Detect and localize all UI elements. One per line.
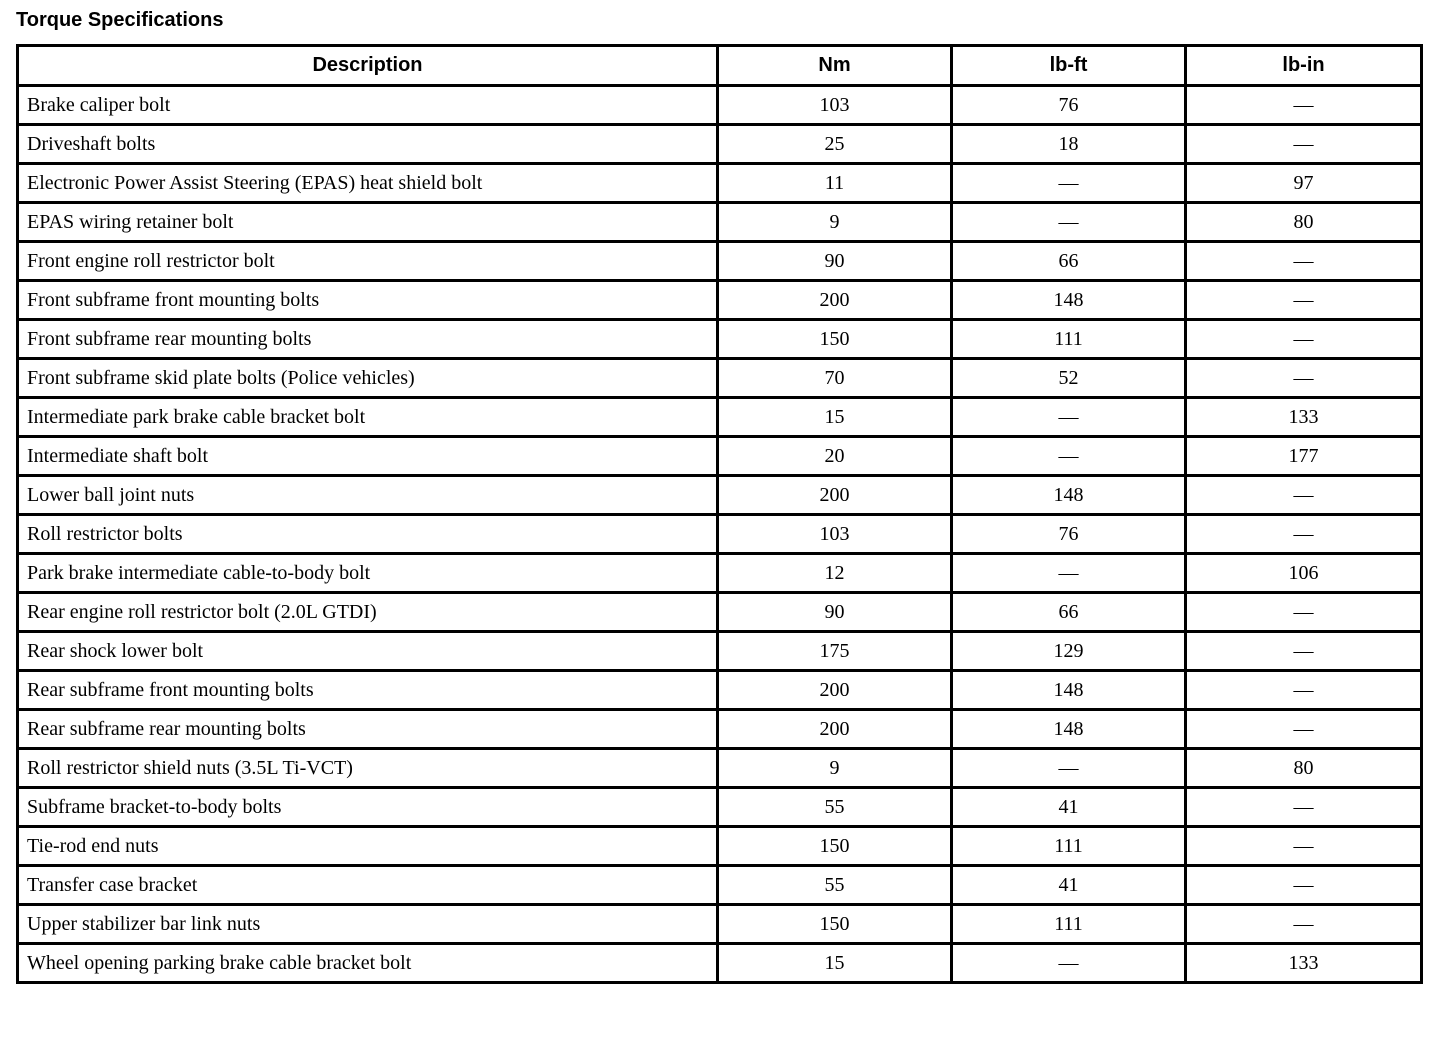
table-row xyxy=(18,632,1422,671)
cell-lb-ft: 111 xyxy=(952,320,1186,359)
cell-description: Front subframe rear mounting bolts xyxy=(18,320,718,359)
cell-description: Driveshaft bolts xyxy=(18,125,718,164)
cell-lb-in: — xyxy=(1186,905,1422,944)
cell-lb-ft: 129 xyxy=(952,632,1186,671)
cell-description: Lower ball joint nuts xyxy=(18,476,718,515)
cell-lb-in: — xyxy=(1186,632,1422,671)
cell-lb-ft: 76 xyxy=(952,515,1186,554)
cell-description: Brake caliper bolt xyxy=(18,86,718,125)
cell-lb-in: 133 xyxy=(1186,398,1422,437)
cell-nm: 103 xyxy=(718,515,952,554)
cell-lb-ft: — xyxy=(952,164,1186,203)
table-row xyxy=(18,944,1422,983)
cell-nm: 200 xyxy=(718,671,952,710)
table-row xyxy=(18,281,1422,320)
cell-description: Rear subframe front mounting bolts xyxy=(18,671,718,710)
table-row xyxy=(18,359,1422,398)
cell-description: Subframe bracket-to-body bolts xyxy=(18,788,718,827)
cell-description: Park brake intermediate cable-to-body bolt xyxy=(18,554,718,593)
cell-lb-in: — xyxy=(1186,788,1422,827)
cell-lb-ft: 41 xyxy=(952,788,1186,827)
table-row xyxy=(18,515,1422,554)
cell-description: Wheel opening parking brake cable bracket bolt xyxy=(18,944,718,983)
table-row xyxy=(18,788,1422,827)
cell-lb-ft: 41 xyxy=(952,866,1186,905)
table-row xyxy=(18,398,1422,437)
cell-description: Intermediate park brake cable bracket bolt xyxy=(18,398,718,437)
table-row xyxy=(18,437,1422,476)
cell-lb-in: — xyxy=(1186,281,1422,320)
cell-lb-in: — xyxy=(1186,515,1422,554)
cell-nm: 9 xyxy=(718,749,952,788)
cell-description: Rear subframe rear mounting bolts xyxy=(18,710,718,749)
cell-lb-ft: 66 xyxy=(952,593,1186,632)
cell-nm: 200 xyxy=(718,710,952,749)
table-row xyxy=(18,593,1422,632)
cell-nm: 150 xyxy=(718,827,952,866)
cell-lb-ft: — xyxy=(952,203,1186,242)
table-row xyxy=(18,320,1422,359)
table-row xyxy=(18,671,1422,710)
cell-lb-ft: 18 xyxy=(952,125,1186,164)
table-row xyxy=(18,866,1422,905)
table-body xyxy=(18,86,1422,983)
cell-nm: 70 xyxy=(718,359,952,398)
cell-lb-ft: 66 xyxy=(952,242,1186,281)
cell-description: Roll restrictor shield nuts (3.5L Ti-VCT) xyxy=(18,749,718,788)
table-row xyxy=(18,203,1422,242)
cell-nm: 200 xyxy=(718,476,952,515)
cell-description: Transfer case bracket xyxy=(18,866,718,905)
cell-description: Front subframe front mounting bolts xyxy=(18,281,718,320)
cell-lb-in: — xyxy=(1186,242,1422,281)
cell-lb-ft: 148 xyxy=(952,476,1186,515)
page-title: Torque Specifications xyxy=(16,9,224,31)
cell-description: Front subframe skid plate bolts (Police vehicles) xyxy=(18,359,718,398)
cell-nm: 11 xyxy=(718,164,952,203)
cell-lb-ft: — xyxy=(952,437,1186,476)
cell-description: Intermediate shaft bolt xyxy=(18,437,718,476)
cell-lb-in: — xyxy=(1186,125,1422,164)
table-row xyxy=(18,125,1422,164)
header-lb-in: lb-in xyxy=(1186,46,1422,86)
cell-nm: 55 xyxy=(718,866,952,905)
cell-lb-ft: 148 xyxy=(952,671,1186,710)
cell-nm: 9 xyxy=(718,203,952,242)
table-row xyxy=(18,164,1422,203)
table-row xyxy=(18,905,1422,944)
header-nm: Nm xyxy=(718,46,952,86)
table-row xyxy=(18,554,1422,593)
cell-lb-ft: — xyxy=(952,944,1186,983)
cell-description: Rear engine roll restrictor bolt (2.0L GTDI) xyxy=(18,593,718,632)
cell-description: Rear shock lower bolt xyxy=(18,632,718,671)
table-row xyxy=(18,749,1422,788)
cell-nm: 90 xyxy=(718,593,952,632)
cell-nm: 15 xyxy=(718,398,952,437)
cell-description: Electronic Power Assist Steering (EPAS) heat shield bolt xyxy=(18,164,718,203)
cell-nm: 55 xyxy=(718,788,952,827)
cell-lb-in: 80 xyxy=(1186,203,1422,242)
cell-lb-in: — xyxy=(1186,866,1422,905)
cell-lb-in: 177 xyxy=(1186,437,1422,476)
cell-description: Upper stabilizer bar link nuts xyxy=(18,905,718,944)
cell-lb-ft: 148 xyxy=(952,710,1186,749)
cell-lb-in: — xyxy=(1186,671,1422,710)
cell-lb-ft: — xyxy=(952,398,1186,437)
cell-nm: 90 xyxy=(718,242,952,281)
cell-lb-in: 97 xyxy=(1186,164,1422,203)
cell-nm: 20 xyxy=(718,437,952,476)
cell-description: Roll restrictor bolts xyxy=(18,515,718,554)
cell-lb-in: 133 xyxy=(1186,944,1422,983)
header-description: Description xyxy=(18,46,718,86)
cell-lb-ft: 111 xyxy=(952,827,1186,866)
cell-description: Front engine roll restrictor bolt xyxy=(18,242,718,281)
cell-lb-in: — xyxy=(1186,359,1422,398)
cell-lb-in: — xyxy=(1186,710,1422,749)
table-row xyxy=(18,710,1422,749)
table-row xyxy=(18,476,1422,515)
cell-lb-ft: — xyxy=(952,554,1186,593)
cell-description: Tie-rod end nuts xyxy=(18,827,718,866)
cell-lb-ft: 148 xyxy=(952,281,1186,320)
cell-nm: 25 xyxy=(718,125,952,164)
table-row xyxy=(18,827,1422,866)
cell-nm: 150 xyxy=(718,320,952,359)
cell-lb-ft: — xyxy=(952,749,1186,788)
cell-nm: 150 xyxy=(718,905,952,944)
table-row xyxy=(18,242,1422,281)
header-lb-ft: lb-ft xyxy=(952,46,1186,86)
cell-lb-ft: 76 xyxy=(952,86,1186,125)
table-header-row xyxy=(18,46,1422,86)
cell-lb-in: 106 xyxy=(1186,554,1422,593)
cell-nm: 200 xyxy=(718,281,952,320)
cell-lb-ft: 52 xyxy=(952,359,1186,398)
cell-lb-in: — xyxy=(1186,476,1422,515)
table-row xyxy=(18,86,1422,125)
cell-nm: 175 xyxy=(718,632,952,671)
cell-nm: 12 xyxy=(718,554,952,593)
cell-nm: 15 xyxy=(718,944,952,983)
cell-description: EPAS wiring retainer bolt xyxy=(18,203,718,242)
cell-lb-in: — xyxy=(1186,827,1422,866)
cell-lb-ft: 111 xyxy=(952,905,1186,944)
cell-lb-in: — xyxy=(1186,86,1422,125)
cell-lb-in: — xyxy=(1186,593,1422,632)
cell-lb-in: — xyxy=(1186,320,1422,359)
cell-nm: 103 xyxy=(718,86,952,125)
torque-spec-table xyxy=(16,44,1423,984)
cell-lb-in: 80 xyxy=(1186,749,1422,788)
